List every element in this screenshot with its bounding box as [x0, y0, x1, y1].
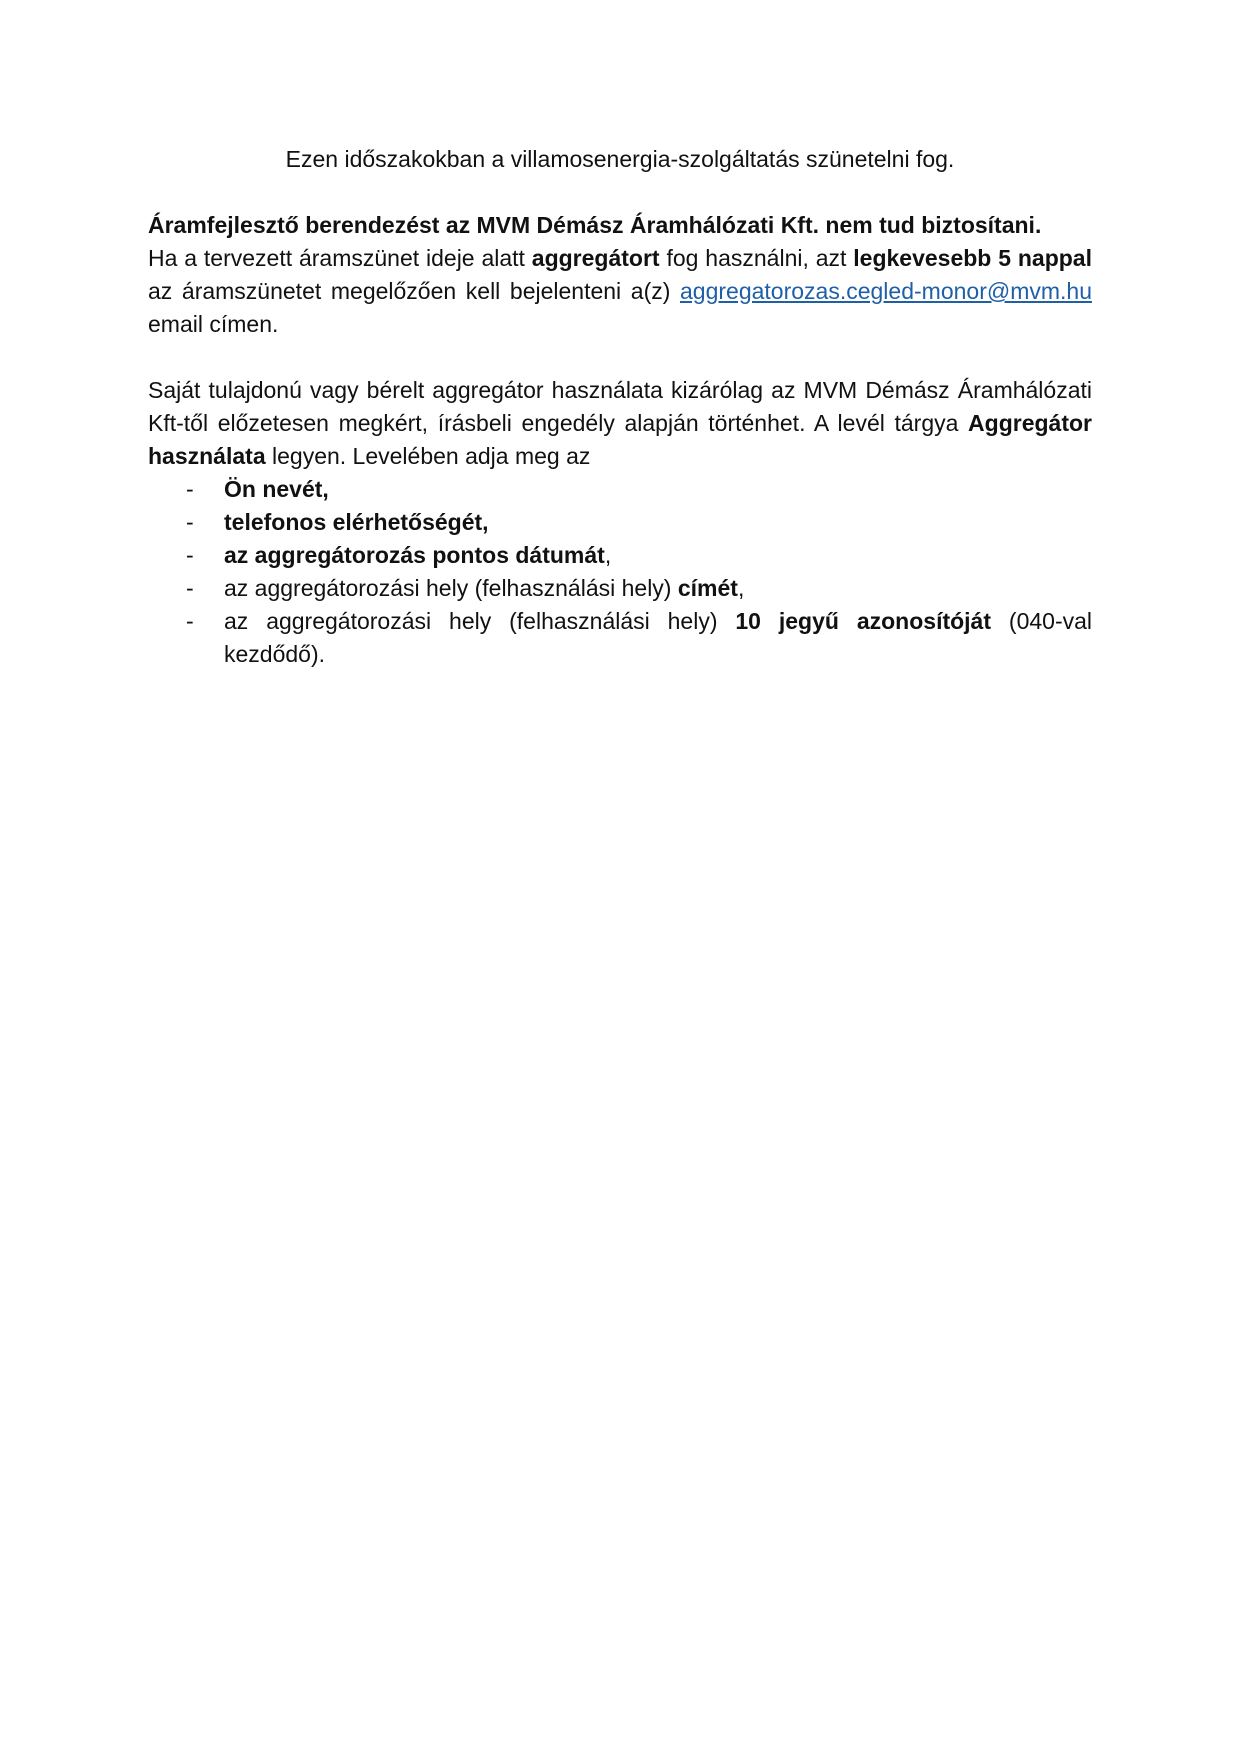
list-dash: -	[186, 542, 194, 568]
rules-paragraph	[148, 374, 1092, 473]
list-item-bold: 10 jegyű azonosítóját	[735, 608, 992, 634]
spacer	[148, 176, 1092, 209]
notice-bold-1: aggregátort	[531, 245, 660, 271]
list-item-text: az aggregátorozási hely (felhasználási hely)	[224, 575, 678, 601]
list-item-tail: ,	[737, 575, 745, 601]
list-dash: -	[186, 476, 194, 502]
list-item-tail: (040-val kezdődő).	[224, 608, 1093, 667]
list-item-bold: telefonos elérhetőségét,	[224, 509, 489, 535]
notice-text-4: email címen.	[148, 311, 279, 337]
rules-text-1: Saját tulajdonú vagy bérelt aggregátor használata kizárólag az MVM Démász Áramhálózati Kft-től előzetesen megkért, írásbeli engedély alapján történhet. A levél tárgya	[148, 377, 1092, 436]
intro-text: Ezen időszakokban a villamosenergia-szolgáltatás szünetelni fog.	[285, 146, 955, 172]
list-item-bold: az aggregátorozás pontos dátumát	[224, 542, 605, 568]
notice-paragraph	[148, 242, 1092, 341]
list-item-tail: ,	[604, 542, 612, 568]
notice-heading-text: Áramfejlesztő berendezést az MVM Démász Áramhálózati Kft. nem tud biztosítani.	[148, 212, 1042, 238]
list-item-bold: Ön nevét,	[224, 476, 329, 502]
notice-text-2: fog használni, azt	[659, 245, 854, 271]
list-dash: -	[186, 575, 194, 601]
list-dash: -	[186, 608, 194, 634]
list-item-bold: címét	[677, 575, 738, 601]
rules-bold-1: Aggregátor használata	[148, 410, 1092, 469]
list-item	[148, 572, 1092, 605]
notice-heading	[148, 209, 1092, 242]
list-item	[148, 605, 1092, 671]
list-item-text: az aggregátorozási hely (felhasználási hely)	[224, 608, 736, 634]
rules-text-2: legyen. Levelében adja meg az	[265, 443, 591, 469]
notice-text-1: Ha a tervezett áramszünet ideje alatt	[148, 245, 532, 271]
required-info-list	[148, 473, 1092, 671]
notice-text-3: az áramszünetet megelőzően kell bejelenteni a(z)	[148, 278, 680, 304]
email-link[interactable]: aggregatorozas.cegled-monor@mvm.hu	[680, 278, 1092, 304]
spacer	[148, 341, 1092, 374]
notice-bold-2: legkevesebb 5 nappal	[853, 245, 1092, 271]
list-item	[148, 473, 1092, 506]
list-dash: -	[186, 509, 194, 535]
document-content	[148, 143, 1092, 671]
list-item	[148, 539, 1092, 572]
list-item	[148, 506, 1092, 539]
